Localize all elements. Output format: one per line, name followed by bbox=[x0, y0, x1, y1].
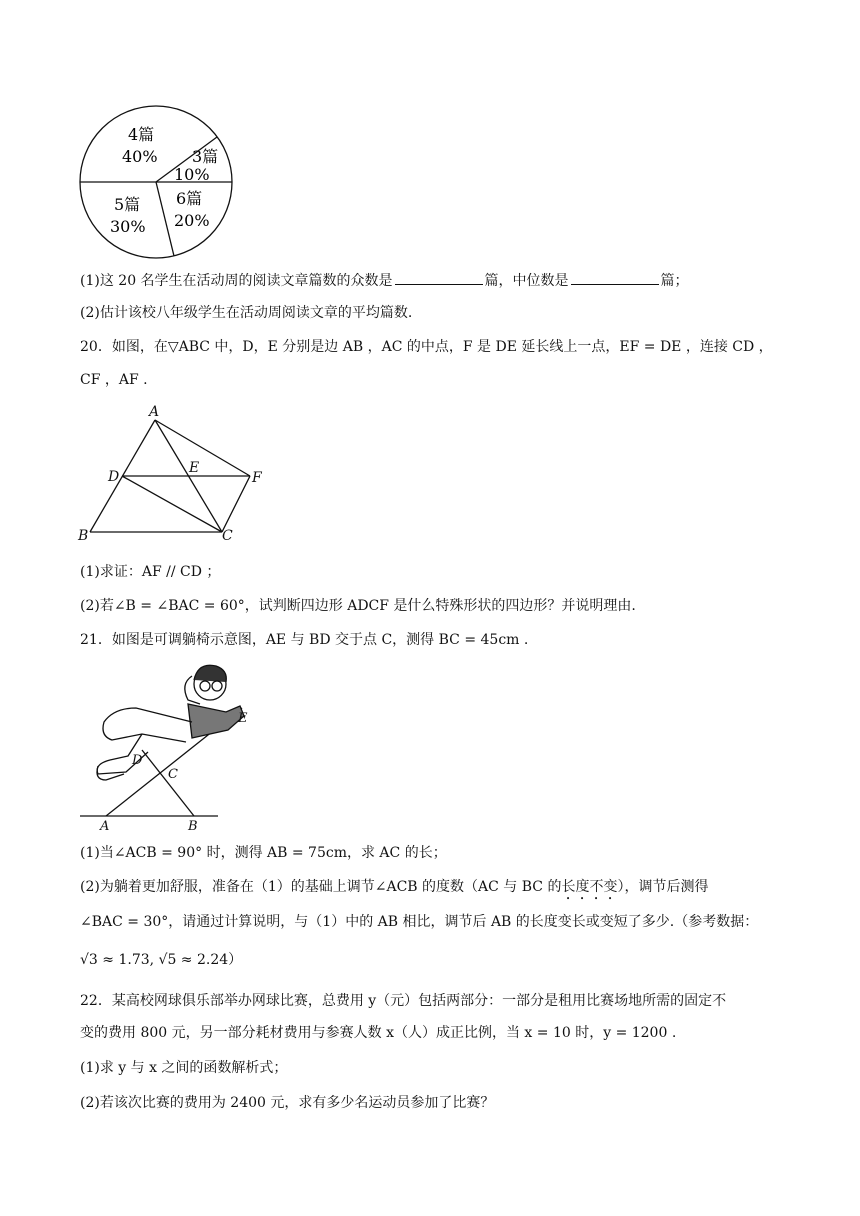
slice-4-label: 4篇 bbox=[128, 125, 155, 144]
q21-part2-b: ），调节后测得 bbox=[617, 879, 709, 895]
q20-part1: (1)求证：AF // CD ； bbox=[80, 564, 221, 580]
q20-stem-line1: 20．如图，在▽ABC 中，D，E 分别是边 AB ，AC 的中点，F 是 DE 延长线上一点，EF = DE ，连接 CD ， bbox=[80, 339, 773, 355]
q20-stem-line2: CF ，AF . bbox=[80, 372, 148, 388]
slice-6-pct: 20% bbox=[174, 211, 210, 230]
point-D-label: D bbox=[132, 753, 143, 768]
seg-BD bbox=[142, 750, 194, 816]
q21-part2-line2: ∠BAC = 30°，请通过计算说明，与（1）中的 AB 相比，调节后 AB 的长度变长或变短了多少.（参考数据： bbox=[80, 914, 759, 930]
q20-part2: (2)若∠B = ∠BAC = 60°，试判断四边形 ADCF 是什么特殊形状的四边形？并说明理由. bbox=[80, 598, 636, 614]
q21-part1: (1)当∠ACB = 90° 时，测得 AB = 75cm，求 AC 的长； bbox=[80, 845, 447, 861]
person-leg-upper bbox=[103, 708, 192, 742]
q22-stem-line1: 22．某高校网球俱乐部举办网球比赛，总费用 y（元）包括两部分：一部分是租用比赛场地所需的固定不 bbox=[80, 993, 727, 1009]
q21-part2-line3: √3 ≈ 1.73, √5 ≈ 2.24） bbox=[80, 952, 243, 968]
q19-part1-c: 篇； bbox=[660, 273, 689, 289]
q19-part2: (2)估计该校八年级学生在活动周阅读文章的平均篇数. bbox=[80, 305, 413, 321]
q21-stem: 21．如图是可调躺椅示意图，AE 与 BD 交于点 C，测得 BC = 45cm . bbox=[80, 632, 529, 648]
q21-part2-a: (2)为躺着更加舒服，准备在（1）的基础上调节∠ACB 的度数（AC 与 BC 的 bbox=[80, 879, 562, 895]
q22-part1: (1)求 y 与 x 之间的函数解析式； bbox=[80, 1060, 288, 1076]
slice-5-label: 5篇 bbox=[114, 195, 141, 214]
point-C-label: C bbox=[222, 528, 233, 544]
q19-part1-a: (1)这 20 名学生在活动周的阅读文章篇数的众数是 bbox=[80, 273, 393, 289]
q21-part2-emphasis: 长度不变 bbox=[561, 879, 618, 895]
slice-3-label: 3篇 bbox=[192, 147, 219, 166]
person-body bbox=[188, 704, 244, 738]
slice-6-label: 6篇 bbox=[176, 189, 203, 208]
answer-blank-mode[interactable] bbox=[395, 270, 483, 285]
q20-figure bbox=[76, 402, 276, 548]
point-B-label: B bbox=[78, 528, 89, 544]
person-hair bbox=[194, 665, 226, 682]
q21-part2-line1 bbox=[80, 877, 708, 903]
q22-part2: (2)若该次比赛的费用为 2400 元，求有多少名运动员参加了比赛？ bbox=[80, 1095, 495, 1111]
q19-part1-b: 篇，中位数是 bbox=[484, 273, 569, 289]
seg-AF bbox=[155, 420, 250, 476]
pie-chart bbox=[76, 102, 236, 262]
point-E-label: E bbox=[189, 460, 200, 476]
slice-5-pct: 30% bbox=[110, 217, 146, 236]
seg-DC bbox=[122, 476, 222, 532]
point-E-label: E bbox=[238, 711, 248, 726]
slice-3-pct: 10% bbox=[174, 165, 210, 184]
point-A-label: A bbox=[100, 819, 110, 834]
point-A-label: A bbox=[149, 404, 160, 420]
point-D-label: D bbox=[108, 469, 120, 485]
seg-CF bbox=[222, 476, 250, 532]
slice-4-pct: 40% bbox=[122, 147, 158, 166]
point-F-label: F bbox=[252, 470, 262, 486]
q19-part1 bbox=[80, 270, 689, 291]
q22-stem-line2: 变的费用 800 元，另一部分耗材费用与参赛人数 x（人）成正比例，当 x = 10 时，y = 1200 . bbox=[80, 1025, 677, 1041]
q21-figure-recliner bbox=[76, 656, 266, 834]
point-B-label: B bbox=[188, 819, 198, 834]
answer-blank-median[interactable] bbox=[571, 270, 659, 285]
point-C-label: C bbox=[168, 767, 178, 782]
